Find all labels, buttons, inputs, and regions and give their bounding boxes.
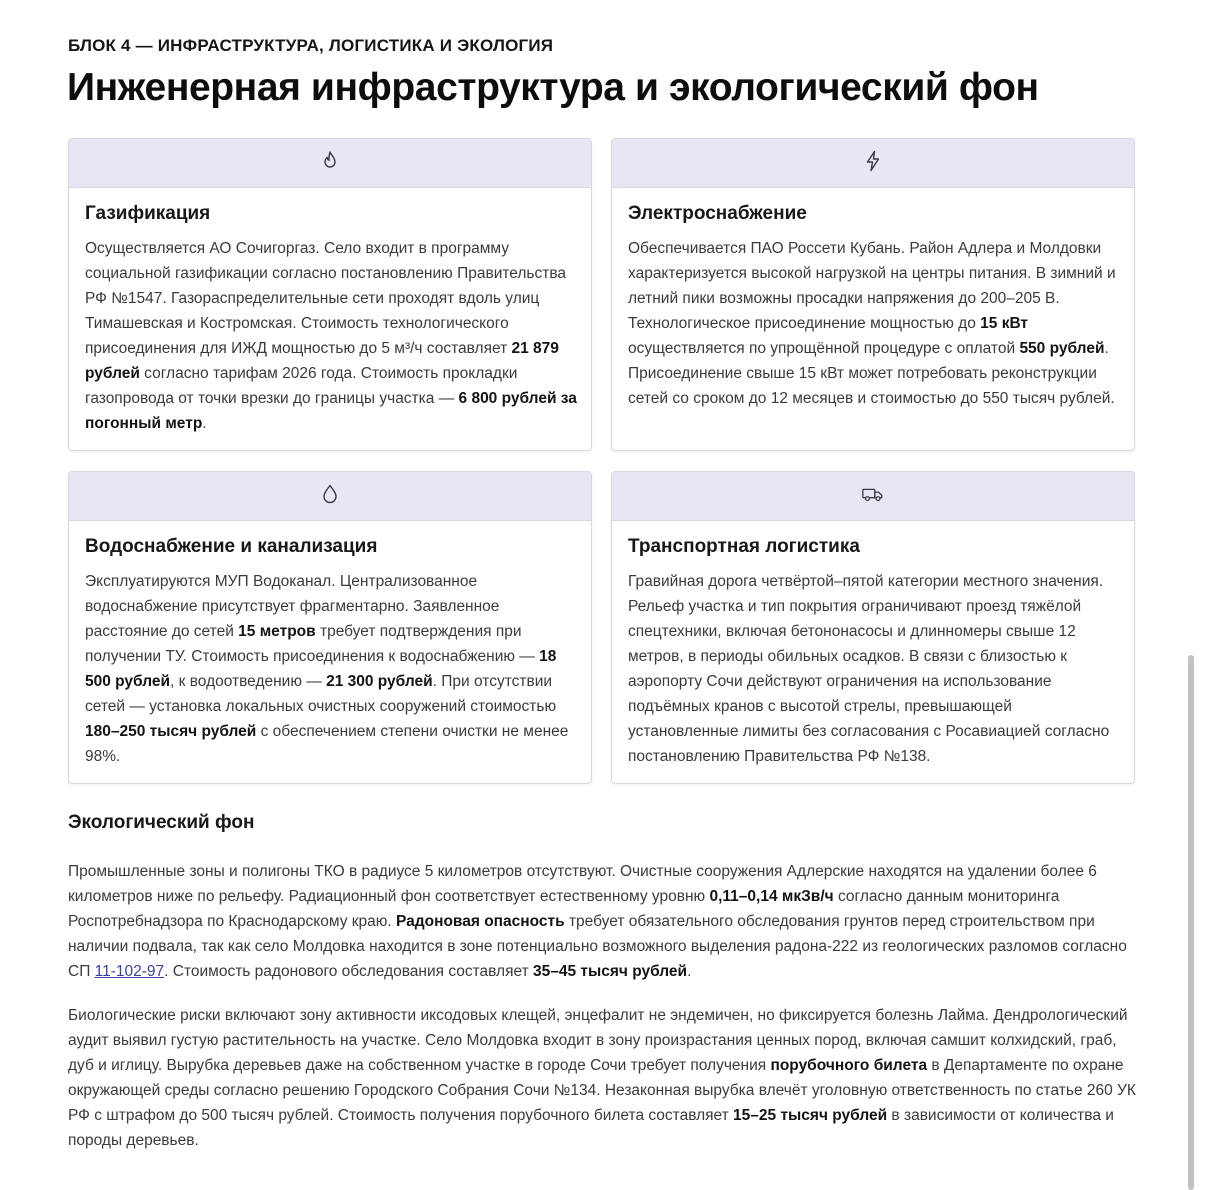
text-segment: Эксплуатируются МУП Водоканал. Централизованное водоснабжение присутствует фрагментарно. Заявленное расстояние до сетей <box>85 573 500 640</box>
bold-text: 18 500 рублей <box>85 648 557 690</box>
text-segment: Осуществляется АО Сочигоргаз. Село входит в программу социальной газификации согласно постановлению Правительства РФ №1547. Газораспределительные сети проходят вдоль улиц Тимашевская и Костромская. Стоимость технологического присоединения для ИЖД мощностью до 5 м³/ч составляет <box>85 240 567 357</box>
card-title: Транспортная логистика <box>628 536 860 557</box>
text-segment: Обеспечивается ПАО Россети Кубань. Район Адлера и Молдовки характеризуется высокой нагрузкой на центры питания. В зимний и летний пики возможны просадки напряжения до 200–205 В. Технологическое присоединение мощностью до <box>628 240 1116 332</box>
card-body <box>85 236 579 436</box>
card-electricity <box>611 138 1135 451</box>
text-segment: Биологические риски включают зону активности иксодовых клещей, энцефалит не эндемичен, но фиксируется болезнь Лайма. Дендрологический аудит выявил густую растительность на участке. Село Молдовка входит в зону произрастания ценных пород, включая самшит колхидский, граб, дуб и иглицу. Вырубка деревьев даже на собственном участке в городе Сочи требует получения <box>68 1007 1128 1074</box>
text-segment: согласно данным мониторинга Роспотребнадзора по Краснодарскому краю. <box>68 888 1060 930</box>
text-segment: Гравийная дорога четвёртой–пятой категории местного значения. Рельеф участка и тип покрытия ограничивают проезд тяжёлой спецтехники, включая бетононасосы и длинномеры свыше 12 метров, в периоды обильных осадков. В связи с близостью к аэропорту Сочи действуют ограничения на использование подъёмных кранов с высотой стрелы, превышающей установленные лимиты без согласования с Росавиацией согласно постановлению Правительства РФ №138. <box>628 573 1110 765</box>
standard-link[interactable]: 11-102-97 <box>94 963 165 980</box>
text-segment: осуществляется по упрощённой процедуре с оплатой <box>628 340 1020 357</box>
card-title: Водоснабжение и канализация <box>85 536 378 557</box>
text-segment: . Стоимость радонового обследования составляет <box>164 963 534 980</box>
card-body <box>628 569 1122 769</box>
text-segment: с обеспечением степени очистки не менее 98%. <box>85 723 569 765</box>
card-title: Газификация <box>85 203 211 224</box>
truck-icon <box>861 482 885 511</box>
ecology-heading: Экологический фон <box>68 812 255 833</box>
text-segment: Промышленные зоны и полигоны ТКО в радиусе 5 километров отсутствуют. Очистные сооружения Адлерские находятся на удалении более 6 километров ниже по рельефу. Радиационный фон соответствует естественному уровню <box>68 863 1097 905</box>
text-segment: , к водоотведению — <box>170 673 327 690</box>
text-segment: . Присоединение свыше 15 кВт может потребовать реконструкции сетей со сроком до 12 месяцев и стоимостью до 550 тысяч рублей. <box>628 340 1115 407</box>
bold-text: 21 300 рублей <box>326 673 433 690</box>
bold-text: 0,11–0,14 мкЗв/ч <box>709 888 834 905</box>
bold-text: 35–45 тысяч рублей <box>533 963 688 980</box>
card-body <box>628 236 1122 411</box>
ecology-paragraph-2 <box>68 1003 1140 1153</box>
text-segment: требует подтверждения при получении ТУ. Стоимость присоединения к водоснабжению — <box>85 623 540 665</box>
card-title: Электроснабжение <box>628 203 807 224</box>
bold-text: 15 кВт <box>980 315 1029 332</box>
bold-text: 15–25 тысяч рублей <box>733 1107 888 1124</box>
bold-text: Радоновая опасность <box>396 913 565 930</box>
card-header <box>612 139 1134 188</box>
card-body <box>85 569 579 769</box>
text-segment: требует обязательного обследования грунтов перед строительством при наличии подвала, так как село Молдовка находится в зоне потенциально возможного выделения радона-222 из геологических разломов согласно СП <box>68 913 1127 980</box>
bold-text: 180–250 тысяч рублей <box>85 723 257 740</box>
text-segment: . <box>202 415 207 432</box>
page-title: Инженерная инфраструктура и экологический фон <box>67 66 1039 109</box>
bold-text: порубочного билета <box>770 1057 928 1074</box>
card-header <box>612 472 1134 521</box>
text-segment: . <box>687 963 692 980</box>
text-segment: в Департаменте по охране окружающей среды согласно решению Городского Собрания Сочи №134. Незаконная вырубка влечёт уголовную ответственность по статье 260 УК РФ с штрафом до 500 тысяч рублей. Стоимость получения порубочного билета составляет <box>68 1057 1136 1124</box>
scrollbar-thumb[interactable] <box>1188 655 1194 1190</box>
bold-text: 21 879 рублей <box>85 340 559 382</box>
text-segment: согласно тарифам 2026 года. Стоимость прокладки газопровода от точки врезки до границы участка — <box>85 365 518 407</box>
droplet-icon <box>318 482 342 511</box>
bold-text: 6 800 рублей за погонный метр <box>85 390 577 432</box>
bold-text: 15 метров <box>238 623 316 640</box>
flame-icon <box>318 149 342 178</box>
card-transport-logistics <box>611 471 1135 784</box>
section-eyebrow: БЛОК 4 — ИНФРАСТРУКТУРА, ЛОГИСТИКА И ЭКОЛОГИЯ <box>68 36 554 55</box>
text-segment: . При отсутствии сетей — установка локальных очистных сооружений стоимостью <box>85 673 557 715</box>
card-water-sewage <box>68 471 592 784</box>
bold-text: 550 рублей <box>1019 340 1105 357</box>
text-segment: в зависимости от количества и породы деревьев. <box>68 1107 1114 1149</box>
ecology-paragraph-1 <box>68 859 1140 984</box>
card-header <box>69 139 591 188</box>
card-gasification <box>68 138 592 451</box>
lightning-icon <box>861 149 885 178</box>
card-header <box>69 472 591 521</box>
